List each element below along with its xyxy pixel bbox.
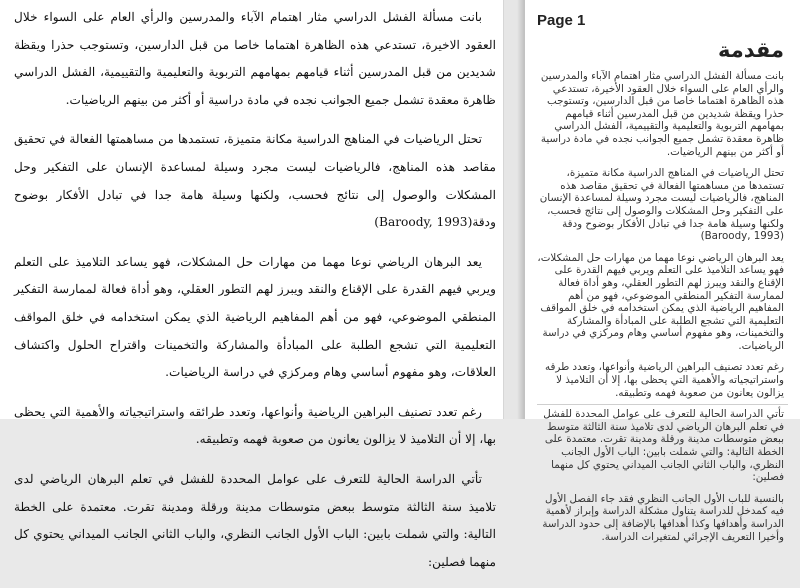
preview-paragraph-4: رغم تعدد تصنيف البراهين الرياضية وأنواعها، وتعدد طرقه واستراتيجياته والأهمية التي يحظى بها، إلا أن التلاميذ لا يزالون يعانون من صعوبة فهمه وتطبيقه. (544, 361, 784, 399)
preview-divider (537, 404, 788, 405)
preview-body (537, 70, 784, 552)
preview-page-label: Page 1 (537, 12, 586, 29)
page-gutter-shadow (517, 0, 525, 419)
preview-paragraph-3: يعد البرهان الرياضي نوعا مهما من مهارات حل المشكلات، فهو يساعد التلاميذ على التعلم ويربي فيهم القدرة على الإقناع والنقد ويبرز لهم التطور العقلي، وهو أداة فعالة لممارسة التفكير المنطقي الموضوعي، فهو من أهم المفاهيم الرياضية الذي يمكن استخدامه في خلق المواقف التعليمية التي تشجع الطلبة على المبادأة والمشاركة والتخمينات، وهو مفهوم أساسي وهام ومركزي في دراسة الرياضيات. (537, 251, 784, 352)
document-body[interactable] (14, 4, 496, 588)
body-paragraph-2: تحتل الرياضيات في المناهج الدراسية مكانة متميزة، تستمدها من مساهمتها الفعالة في تحقيق مقاصد هذه المناهج، فالرياضيات ليست مجرد وسيلة لمساعدة الإنسان على التفكير وحل المشكلات والوصول إلى نتائج فحسب، ولكنها وسيلة هامة جدا في تبادل الأفكار بوضوح ودقة(Baroody, 1993) (14, 132, 496, 230)
preview-heading: مقدمة (718, 38, 784, 62)
body-paragraph-4: رغم تعدد تصنيف البراهين الرياضية وأنواعها، وتعدد طرائقه واستراتيجياته والأهمية التي يحظى بها، إلا أن التلاميذ لا يزالون يعانون من صعوبة فهمه وتطبيقه. (14, 404, 496, 447)
preview-paragraph-6: بالنسبة للباب الأول الجانب النظري فقد جاء الفصل الأول فيه كمدخل للدراسة يتناول مشكلة الدراسة وإبراز لأهمية الدراسة وأهدافها وكذا أهدافها بالإضافة إلى حدود الدراسة وأخيرا التعريف الإجرائي لمتغيرات الدراسة. (542, 492, 784, 543)
body-paragraph-5: تأتي الدراسة الحالية للتعرف على عوامل المحددة للفشل في تعلم البرهان الرياضي لدى تلاميذ سنة الثالثة متوسط ببعض متوسطات مدينة ورقلة ومدينة تقرت. معتمدة على الخطة التالية: والتي شملت بابين: الباب الأول الجانب النظري، والباب الثاني الجانب الميداني يحتوي كل منهما فصلين: (14, 471, 496, 569)
preview-paragraph-2: تحتل الرياضيات في المناهج الدراسية مكانة متميزة، تستمدها من مساهمتها الفعالة في تحقيق مقاصد هذه المناهج، فالرياضيات ليست مجرد وسيلة لمساعدة الإنسان على التفكير وحل المشكلات والوصول إلى نتائج فحسب، ولكنها وسيلة هامة جدا في تبادل الأفكار بوضوح ودقة (Baroody, 1993) (539, 167, 784, 243)
body-paragraph-3: يعد البرهان الرياضي نوعا مهما من مهارات حل المشكلات، فهو يساعد التلاميذ على التعلم ويربي فيهم القدرة على الإقناع والنقد ويبرز لهم التطور العقلي، وهو أداة فعالة لممارسة التفكير المنطقي الموضوعي، فهو من أهم المفاهيم الرياضية الذي يمكن استخدامه في خلق المواقف التعليمية التي تشجع الطلبة على المبادأة والمشاركة والتخمينات واقتراح الحلول واكتشاف العلاقات، وهو مفهوم أساسي وهام ومركزي في دراسة الرياضيات. (14, 254, 496, 380)
preview-paragraph-1: بانت مسألة الفشل الدراسي مثار اهتمام الآباء والمدرسين والرأي العام على السواء خلال العقود الأخيرة، تستدعي هذه الظاهرة اهتماما خاصا من قبل الدارسين، وتستوجب حذرا ويقظة شديدين من قبل المدرسين أثناء قيامهم بمهامهم التربوية والتعليمية والتقييمية، الفشل الدراسي ظاهرة معقدة تشمل جميع الجوانب نجده في مادة دراسية أو أكثر من بينهم الرياضيات. (540, 70, 784, 158)
page-preview-panel[interactable] (525, 0, 800, 543)
body-paragraph-1: بانت مسألة الفشل الدراسي مثار اهتمام الآباء والمدرسين والرأي العام على السواء خلال العقود الاخيرة، تستدعي هذه الظاهرة اهتماما خاصا من قبل الدارسين، وتستوجب حذرا ويقظة شديدين من قبل المدرسين أثناء قيامهم بمهامهم التربوية والتعليمية والتقييمية، الفشل الدراسي ظاهرة معقدة تشمل جميع الجوانب نجده في مادة دراسية أو أكثر من بينهم الرياضيات. (14, 10, 496, 107)
preview-paragraph-5: تأتي الدراسة الحالية للتعرف على عوامل المحددة للفشل في تعلم البرهان الرياضي لدى تلاميذ سنة الثالثة متوسط ببعض متوسطات مدينة ورقلة ومدينة تقرت. معتمدة على الخطة التالية: والتي شملت بابين: الباب الأول الجانب النظري، والباب الثاني الجانب الميداني يحتوي كل منهما فصلين: (543, 408, 784, 484)
